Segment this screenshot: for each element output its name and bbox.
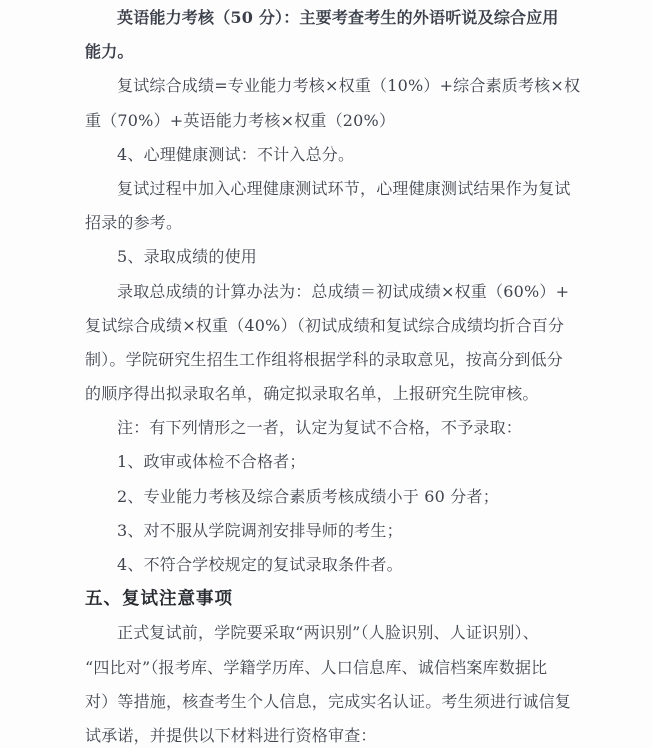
text-line: 3、对不服从学院调剂安排导师的考生； xyxy=(117,520,403,540)
text-line: 复试过程中加入心理健康测试环节，心理健康测试结果作为复试 xyxy=(117,178,571,198)
text-line: 复试综合成绩=专业能力考核×权重（10%）+综合素质考核×权 xyxy=(117,76,581,96)
text-line: 英语能力考核（50 分）：主要考查考生的外语听说及综合应用 xyxy=(117,8,559,27)
text-line: 1、政审或体检不合格者； xyxy=(117,452,306,472)
text-line: 正式复试前，学院要采取“两识别”（人脸识别、人证识别）、 xyxy=(117,623,539,643)
text-line: 5、录取成绩的使用 xyxy=(117,247,257,267)
text-line: 注：有下列情形之一者，认定为复试不合格，不予录取： xyxy=(117,418,523,438)
section-heading: 五、复试注意事项 xyxy=(85,589,233,610)
text-line: 能力。 xyxy=(85,42,134,62)
text-line: 4、不符合学校规定的复试录取条件者。 xyxy=(117,555,403,574)
text-line: 重（70%）+英语能力考核×权重（20%） xyxy=(85,110,396,130)
text-line: 对）等措施，核查考生个人信息，完成实名认证。考生须进行诚信复 xyxy=(85,691,572,711)
text-line: 制）。学院研究生招生工作组将根据学科的录取意见，按高分到低分 xyxy=(85,349,564,369)
text-line: 4、心理健康测试：不计入总分。 xyxy=(117,144,355,164)
text-line: 2、专业能力考核及综合素质考核成绩小于 60 分者； xyxy=(117,486,499,506)
text-line: 的顺序得出拟录取名单，确定拟录取名单，上报研究生院审核。 xyxy=(85,384,539,404)
text-line: “四比对”（报考库、学籍学历库、人口信息库、诚信档案库数据比 xyxy=(85,657,548,677)
text-line: 招录的参考。 xyxy=(85,213,183,233)
text-line: 试承诺，并提供以下材料进行资格审查： xyxy=(85,725,377,745)
text-line: 复试综合成绩×权重（40%）（初试成绩和复试综合成绩均折合百分 xyxy=(85,315,565,335)
text-line: 录取总成绩的计算办法为：总成绩＝初试成绩×权重（60%）+ xyxy=(117,281,570,301)
